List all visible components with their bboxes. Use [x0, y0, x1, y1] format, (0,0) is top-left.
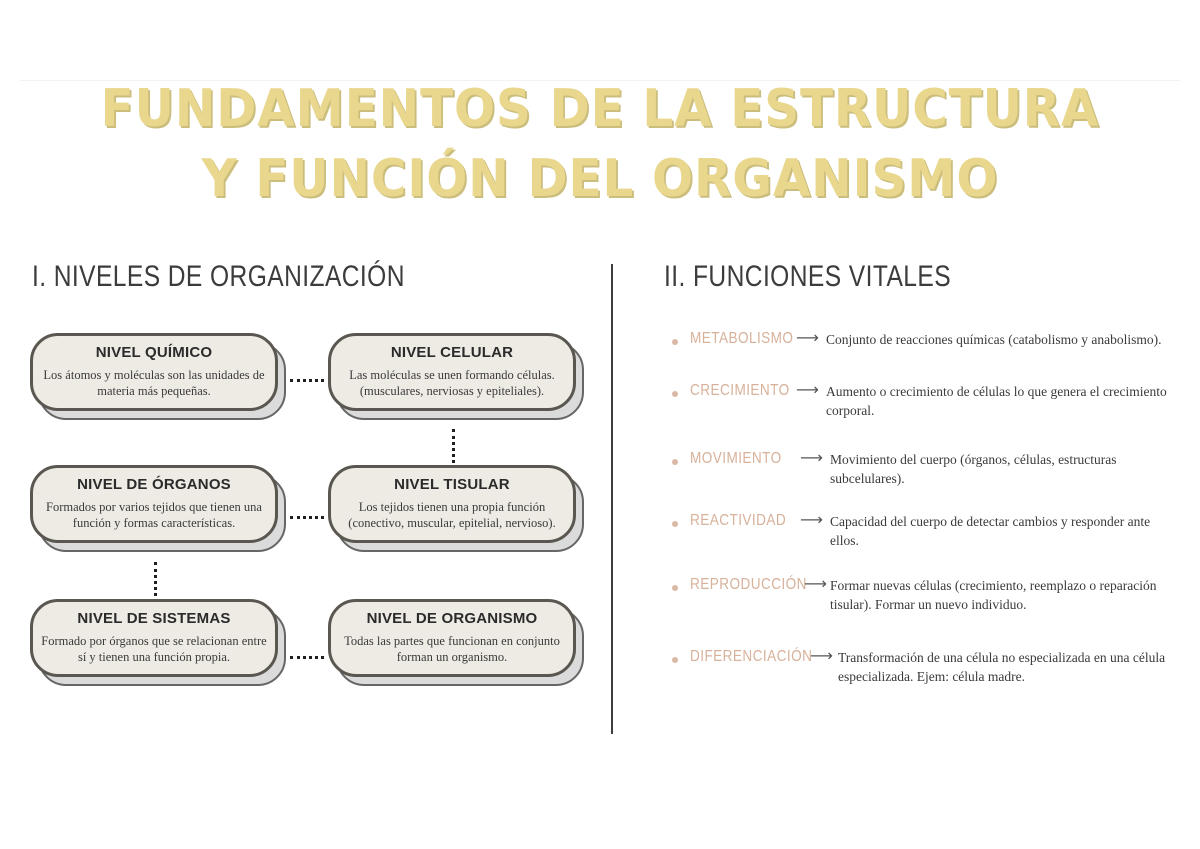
level-desc: Los átomos y moléculas son las unidades de materia más pequeñas.	[43, 368, 265, 398]
level-title: NIVEL QUÍMICO	[95, 344, 213, 361]
box-front	[30, 333, 278, 411]
title-line-1: FUNDAMENTOS DE LA ESTRUCTURA	[100, 79, 1100, 139]
level-box-organos	[30, 465, 278, 543]
connector-celular-tisular	[452, 429, 455, 463]
level-desc: Todas las partes que funcionan en conjunto forman un organismo.	[344, 634, 560, 664]
level-box-organismo	[328, 599, 576, 677]
level-box-tisular	[328, 465, 576, 543]
level-box-celular	[328, 333, 576, 411]
vital-name: MOVIMIENTO	[690, 450, 782, 467]
level-title: NIVEL CELULAR	[390, 344, 514, 361]
vital-desc: Transformación de una célula no especializada en una célula especializada. Ejem: célula madre.	[838, 650, 1166, 684]
vital-desc: Aumento o crecimiento de células lo que genera el crecimiento corporal.	[826, 384, 1167, 418]
section-divider	[611, 264, 613, 734]
level-box-sistemas	[30, 599, 278, 677]
arrow-right-icon: ⟶	[796, 328, 819, 347]
arrow-right-icon: ⟶	[800, 448, 823, 467]
arrow-right-icon: ⟶	[796, 380, 819, 399]
box-front	[328, 465, 576, 543]
level-title: NIVEL DE ORGANISMO	[366, 610, 538, 627]
box-front	[30, 599, 278, 677]
vital-name: REPRODUCCIÓN	[690, 576, 807, 593]
vital-name: CRECIMIENTO	[690, 382, 790, 399]
box-front	[328, 333, 576, 411]
level-title: NIVEL DE ÓRGANOS	[77, 476, 231, 493]
box-front	[328, 599, 576, 677]
arrow-right-icon: ⟶	[810, 646, 833, 665]
vital-desc: Formar nuevas células (crecimiento, reemplazo o reparación tisular). Formar un nuevo individuo.	[830, 578, 1157, 612]
connector-quimico-celular	[290, 379, 324, 382]
bullet-icon	[672, 585, 678, 591]
section-heading-functions: II. FUNCIONES VITALES	[664, 260, 952, 293]
vital-name: METABOLISMO	[690, 330, 794, 347]
level-desc: Formado por órganos que se relacionan entre sí y tienen una función propia.	[41, 634, 267, 664]
level-title: NIVEL DE SISTEMAS	[77, 610, 231, 627]
level-desc: Formados por varios tejidos que tienen una función y formas características.	[46, 500, 262, 530]
bullet-icon	[672, 459, 678, 465]
connector-organos-tisular	[290, 516, 324, 519]
section-heading-levels: I. NIVELES DE ORGANIZACIÓN	[32, 260, 405, 293]
level-title: NIVEL TISULAR	[394, 476, 510, 493]
bullet-icon	[672, 521, 678, 527]
bullet-icon	[672, 339, 678, 345]
level-desc: Los tejidos tienen una propia función (conectivo, muscular, epitelial, nervioso).	[348, 500, 556, 530]
bullet-icon	[672, 657, 678, 663]
vital-desc: Conjunto de reacciones químicas (catabolismo y anabolismo).	[826, 332, 1162, 347]
vital-desc: Capacidad del cuerpo de detectar cambios y responder ante ellos.	[830, 514, 1151, 548]
level-box-quimico	[30, 333, 278, 411]
arrow-right-icon: ⟶	[800, 510, 823, 529]
vital-name: REACTIVIDAD	[690, 512, 787, 529]
vital-name: DIFERENCIACIÓN	[690, 648, 813, 665]
connector-sistemas-organismo	[290, 656, 324, 659]
level-desc: Las moléculas se unen formando células. (musculares, nerviosas y epiteliales).	[349, 368, 555, 398]
arrow-right-icon: ⟶	[804, 574, 827, 593]
box-front	[30, 465, 278, 543]
vital-desc: Movimiento del cuerpo (órganos, células, estructuras subcelulares).	[830, 452, 1117, 486]
bullet-icon	[672, 391, 678, 397]
connector-organos-sistemas	[154, 562, 157, 596]
title-line-2: Y FUNCIÓN DEL ORGANISMO	[201, 149, 999, 209]
page-title	[0, 74, 1200, 214]
